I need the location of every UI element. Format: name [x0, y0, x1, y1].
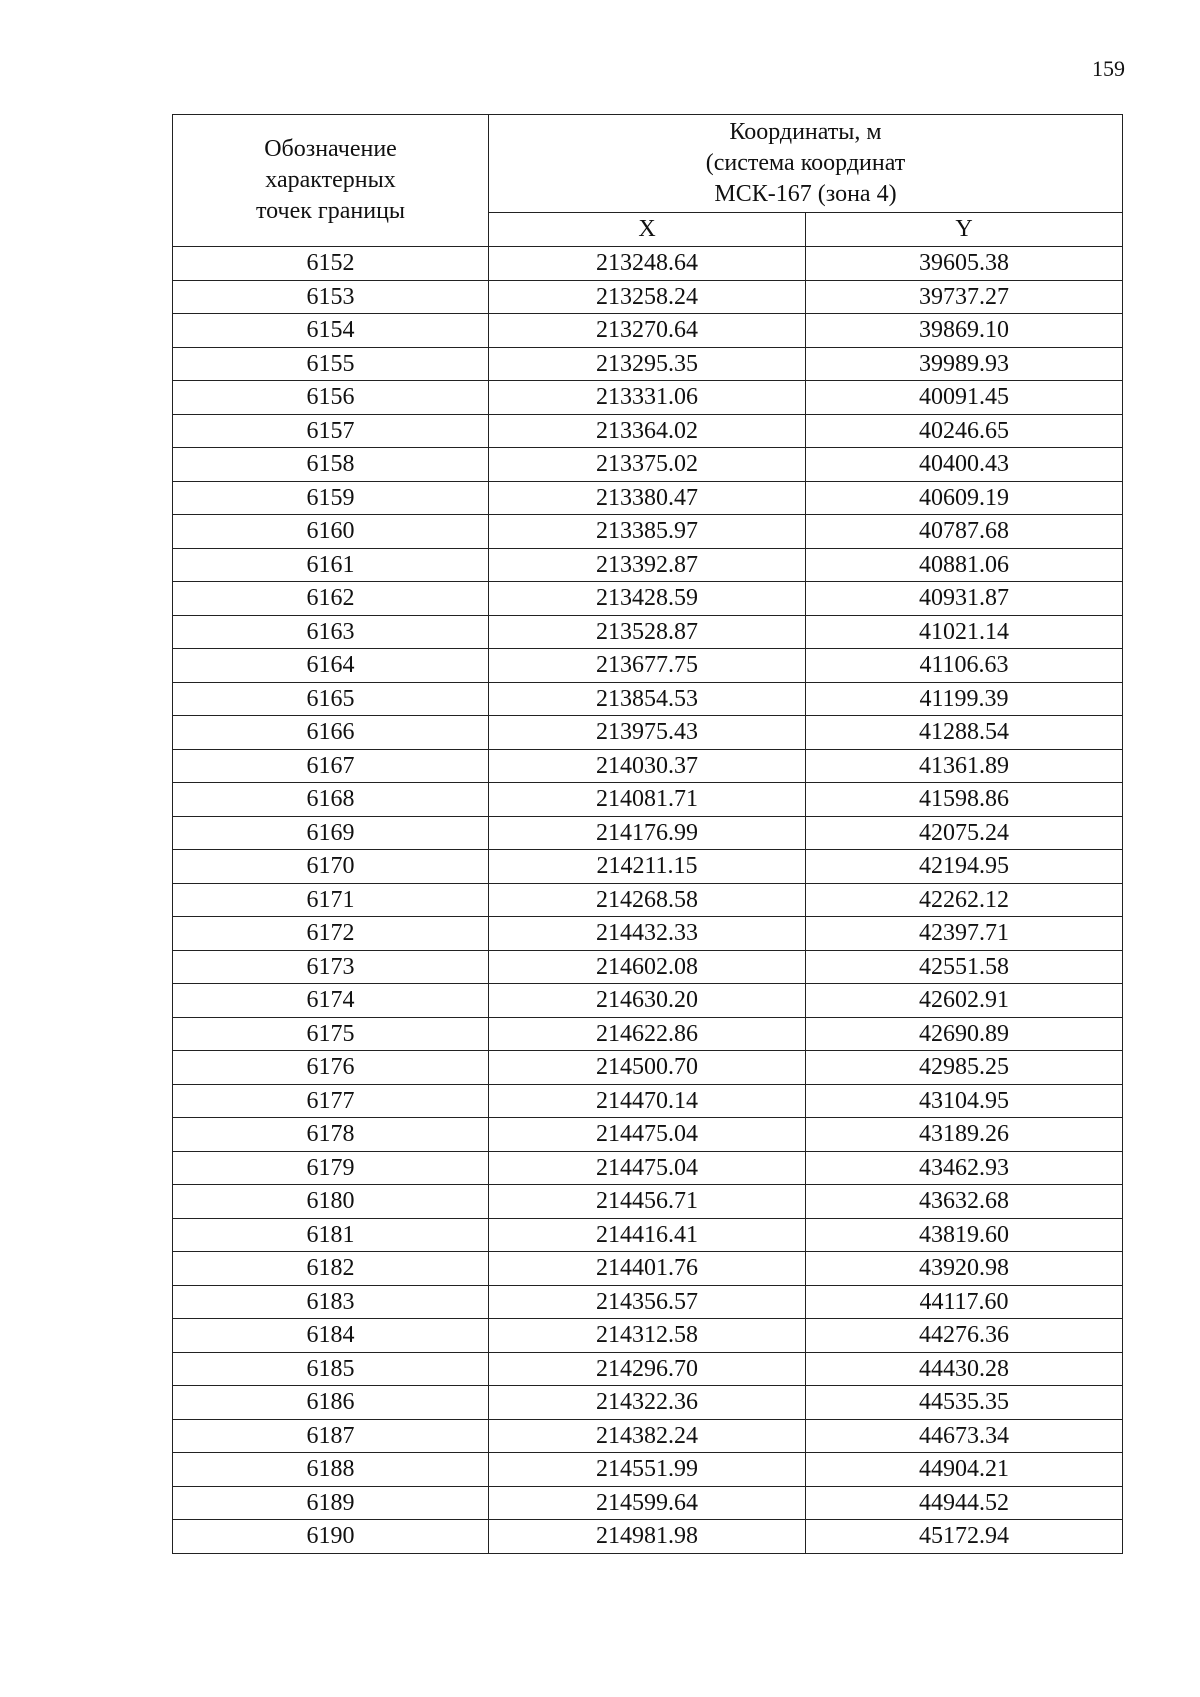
cell-y: 41106.63: [806, 649, 1123, 683]
cell-x: 213375.02: [489, 448, 806, 482]
cell-x: 213392.87: [489, 548, 806, 582]
header-x: X: [489, 213, 806, 247]
table-row: [173, 414, 1123, 448]
cell-y: 40931.87: [806, 582, 1123, 616]
cell-x: 214356.57: [489, 1285, 806, 1319]
table-row: [173, 716, 1123, 750]
cell-point: 6187: [173, 1419, 489, 1453]
table-row: [173, 1319, 1123, 1353]
header-point-designation: [173, 115, 489, 247]
cell-x: 213295.35: [489, 347, 806, 381]
table-row: [173, 749, 1123, 783]
cell-y: 42551.58: [806, 950, 1123, 984]
cell-x: 213270.64: [489, 314, 806, 348]
header-coords-line-1: Координаты, м: [729, 119, 882, 145]
table-row: [173, 1352, 1123, 1386]
cell-y: 41288.54: [806, 716, 1123, 750]
cell-y: 44117.60: [806, 1285, 1123, 1319]
cell-point: 6152: [173, 247, 489, 281]
table-row: [173, 1017, 1123, 1051]
table-row: [173, 615, 1123, 649]
header-coords-line-2: (система координат: [705, 150, 906, 176]
cell-y: 44535.35: [806, 1386, 1123, 1420]
cell-y: 39869.10: [806, 314, 1123, 348]
cell-x: 213380.47: [489, 481, 806, 515]
table-row: [173, 883, 1123, 917]
table-row: [173, 682, 1123, 716]
table-row: [173, 950, 1123, 984]
cell-x: 213364.02: [489, 414, 806, 448]
cell-x: 213528.87: [489, 615, 806, 649]
table-row: [173, 1218, 1123, 1252]
cell-point: 6158: [173, 448, 489, 482]
cell-x: 214432.33: [489, 917, 806, 951]
table-row: [173, 1520, 1123, 1554]
table-row: [173, 816, 1123, 850]
cell-x: 213385.97: [489, 515, 806, 549]
table-row: [173, 448, 1123, 482]
cell-x: 213428.59: [489, 582, 806, 616]
cell-y: 41021.14: [806, 615, 1123, 649]
cell-y: 40091.45: [806, 381, 1123, 415]
cell-x: 214416.41: [489, 1218, 806, 1252]
cell-point: 6164: [173, 649, 489, 683]
cell-y: 44904.21: [806, 1453, 1123, 1487]
cell-point: 6153: [173, 280, 489, 314]
cell-y: 41199.39: [806, 682, 1123, 716]
cell-y: 44430.28: [806, 1352, 1123, 1386]
table-row: [173, 783, 1123, 817]
cell-point: 6175: [173, 1017, 489, 1051]
table-row: [173, 515, 1123, 549]
cell-x: 214622.86: [489, 1017, 806, 1051]
cell-x: 213331.06: [489, 381, 806, 415]
cell-y: 39989.93: [806, 347, 1123, 381]
table-row: [173, 1118, 1123, 1152]
cell-point: 6157: [173, 414, 489, 448]
cell-y: 42602.91: [806, 984, 1123, 1018]
cell-point: 6156: [173, 381, 489, 415]
header-point-line-3: точек границы: [255, 198, 406, 224]
cell-y: 41598.86: [806, 783, 1123, 817]
table-row: [173, 481, 1123, 515]
table-row: [173, 1419, 1123, 1453]
cell-point: 6174: [173, 984, 489, 1018]
cell-point: 6170: [173, 850, 489, 884]
cell-x: 214599.64: [489, 1486, 806, 1520]
cell-point: 6154: [173, 314, 489, 348]
table-body: [173, 247, 1123, 1554]
table-row: [173, 381, 1123, 415]
cell-y: 42690.89: [806, 1017, 1123, 1051]
cell-y: 41361.89: [806, 749, 1123, 783]
table-row: [173, 850, 1123, 884]
table-row: [173, 917, 1123, 951]
cell-x: 213677.75: [489, 649, 806, 683]
cell-point: 6172: [173, 917, 489, 951]
header-point-line-1: Обозначение: [264, 136, 397, 162]
cell-y: 40400.43: [806, 448, 1123, 482]
cell-point: 6167: [173, 749, 489, 783]
cell-y: 45172.94: [806, 1520, 1123, 1554]
cell-x: 213258.24: [489, 280, 806, 314]
cell-x: 214296.70: [489, 1352, 806, 1386]
cell-y: 39737.27: [806, 280, 1123, 314]
table-row: [173, 1084, 1123, 1118]
table-header: [173, 115, 1123, 247]
cell-point: 6165: [173, 682, 489, 716]
cell-x: 214268.58: [489, 883, 806, 917]
cell-x: 213248.64: [489, 247, 806, 281]
cell-point: 6178: [173, 1118, 489, 1152]
cell-point: 6171: [173, 883, 489, 917]
cell-y: 40787.68: [806, 515, 1123, 549]
cell-point: 6180: [173, 1185, 489, 1219]
cell-point: 6188: [173, 1453, 489, 1487]
cell-point: 6186: [173, 1386, 489, 1420]
table-row: [173, 314, 1123, 348]
cell-y: 43189.26: [806, 1118, 1123, 1152]
cell-point: 6185: [173, 1352, 489, 1386]
table-row: [173, 548, 1123, 582]
table-row: [173, 1386, 1123, 1420]
table-row: [173, 1252, 1123, 1286]
cell-y: 42194.95: [806, 850, 1123, 884]
cell-point: 6159: [173, 481, 489, 515]
cell-x: 214176.99: [489, 816, 806, 850]
cell-y: 40246.65: [806, 414, 1123, 448]
cell-y: 44944.52: [806, 1486, 1123, 1520]
cell-x: 214470.14: [489, 1084, 806, 1118]
cell-point: 6168: [173, 783, 489, 817]
cell-x: 214312.58: [489, 1319, 806, 1353]
cell-point: 6173: [173, 950, 489, 984]
cell-x: 213975.43: [489, 716, 806, 750]
cell-x: 214081.71: [489, 783, 806, 817]
table-row: [173, 1486, 1123, 1520]
cell-y: 42262.12: [806, 883, 1123, 917]
table-row: [173, 1285, 1123, 1319]
cell-point: 6177: [173, 1084, 489, 1118]
cell-point: 6160: [173, 515, 489, 549]
cell-point: 6182: [173, 1252, 489, 1286]
cell-y: 39605.38: [806, 247, 1123, 281]
cell-x: 214030.37: [489, 749, 806, 783]
table-row: [173, 1185, 1123, 1219]
cell-x: 214401.76: [489, 1252, 806, 1286]
table-row: [173, 649, 1123, 683]
table-row: [173, 1051, 1123, 1085]
cell-y: 40609.19: [806, 481, 1123, 515]
cell-point: 6162: [173, 582, 489, 616]
cell-y: 42397.71: [806, 917, 1123, 951]
cell-x: 214551.99: [489, 1453, 806, 1487]
header-coordinates: [489, 115, 1123, 213]
cell-x: 214211.15: [489, 850, 806, 884]
cell-x: 213854.53: [489, 682, 806, 716]
cell-y: 44276.36: [806, 1319, 1123, 1353]
table-row: [173, 247, 1123, 281]
table-row: [173, 1151, 1123, 1185]
cell-point: 6179: [173, 1151, 489, 1185]
cell-y: 44673.34: [806, 1419, 1123, 1453]
cell-y: 43462.93: [806, 1151, 1123, 1185]
cell-y: 43632.68: [806, 1185, 1123, 1219]
cell-y: 42075.24: [806, 816, 1123, 850]
cell-x: 214475.04: [489, 1118, 806, 1152]
cell-x: 214500.70: [489, 1051, 806, 1085]
cell-y: 43104.95: [806, 1084, 1123, 1118]
cell-x: 214475.04: [489, 1151, 806, 1185]
cell-x: 214456.71: [489, 1185, 806, 1219]
cell-y: 43819.60: [806, 1218, 1123, 1252]
header-y: Y: [806, 213, 1123, 247]
table-row: [173, 280, 1123, 314]
cell-point: 6183: [173, 1285, 489, 1319]
cell-x: 214382.24: [489, 1419, 806, 1453]
cell-point: 6163: [173, 615, 489, 649]
cell-point: 6189: [173, 1486, 489, 1520]
cell-point: 6161: [173, 548, 489, 582]
cell-x: 214322.36: [489, 1386, 806, 1420]
cell-y: 42985.25: [806, 1051, 1123, 1085]
coordinates-table: [172, 114, 1123, 1554]
cell-x: 214630.20: [489, 984, 806, 1018]
cell-point: 6176: [173, 1051, 489, 1085]
table-row: [173, 1453, 1123, 1487]
cell-point: 6169: [173, 816, 489, 850]
cell-x: 214602.08: [489, 950, 806, 984]
header-point-line-2: характерных: [265, 167, 396, 193]
header-coords-line-3: МСК-167 (зона 4): [714, 181, 897, 207]
table-row: [173, 582, 1123, 616]
cell-y: 40881.06: [806, 548, 1123, 582]
cell-point: 6190: [173, 1520, 489, 1554]
cell-point: 6181: [173, 1218, 489, 1252]
cell-y: 43920.98: [806, 1252, 1123, 1286]
cell-point: 6184: [173, 1319, 489, 1353]
page-number: 159: [1092, 56, 1125, 81]
table-row: [173, 347, 1123, 381]
cell-point: 6155: [173, 347, 489, 381]
cell-x: 214981.98: [489, 1520, 806, 1554]
cell-point: 6166: [173, 716, 489, 750]
table-row: [173, 984, 1123, 1018]
